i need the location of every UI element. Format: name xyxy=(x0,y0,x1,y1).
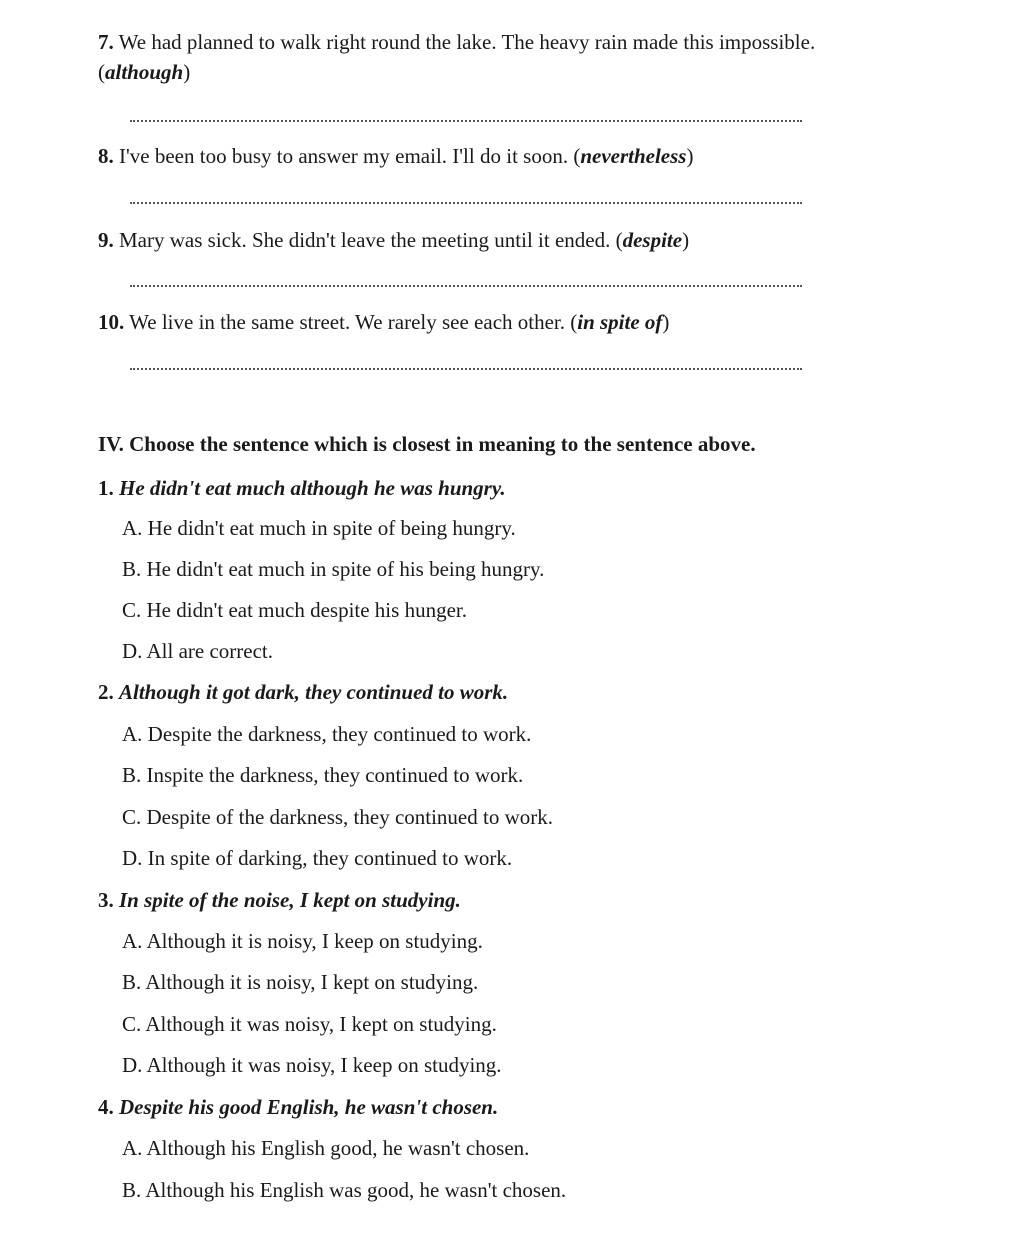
question-3-option-b[interactable]: B. Although it is noisy, I kept on studying. xyxy=(122,970,479,994)
hint-close-paren: ) xyxy=(682,228,690,252)
item-text: We live in the same street. We rarely see each other. xyxy=(129,310,565,334)
hint-close-paren: ) xyxy=(662,310,670,334)
question-1-option-d[interactable]: D. All are correct. xyxy=(122,639,274,663)
question-text: Although it got dark, they continued to work. xyxy=(119,680,509,704)
question-2-option-a[interactable]: A. Despite the darkness, they continued to work. xyxy=(122,722,532,746)
answer-line-9[interactable] xyxy=(130,285,802,287)
hint-close-paren: ) xyxy=(183,60,191,84)
question-2-option-d[interactable]: D. In spite of darking, they continued to work. xyxy=(122,846,513,870)
rewrite-item-10 xyxy=(98,308,669,336)
question-4-option-a[interactable]: A. Although his English good, he wasn't chosen. xyxy=(122,1136,530,1160)
item-number: 10. xyxy=(98,310,125,334)
question-1-option-a[interactable]: A. He didn't eat much in spite of being hungry. xyxy=(122,516,516,540)
question-1-option-c[interactable]: C. He didn't eat much despite his hunger. xyxy=(122,598,467,622)
rewrite-item-9 xyxy=(98,226,689,254)
hint-open-paren: ( xyxy=(615,228,623,252)
question-2-option-c[interactable]: C. Despite of the darkness, they continued to work. xyxy=(122,805,553,829)
question-number: 2. xyxy=(98,680,114,704)
hint-close-paren: ) xyxy=(686,144,694,168)
hint-word: in spite of xyxy=(577,310,663,334)
hint-word: nevertheless xyxy=(580,144,687,168)
question-1-stem xyxy=(98,474,506,502)
hint-word: although xyxy=(105,60,184,84)
question-2-stem xyxy=(98,678,508,706)
item-text: Mary was sick. She didn't leave the meeting until it ended. xyxy=(119,228,611,252)
hint-open-paren: ( xyxy=(98,60,105,84)
question-2-option-b[interactable]: B. Inspite the darkness, they continued to work. xyxy=(122,763,524,787)
question-3-option-c[interactable]: C. Although it was noisy, I kept on studying. xyxy=(122,1012,497,1036)
question-3-stem xyxy=(98,886,461,914)
question-4-option-b[interactable]: B. Although his English was good, he wasn't chosen. xyxy=(122,1178,567,1202)
question-3-option-d[interactable]: D. Although it was noisy, I keep on studying. xyxy=(122,1053,502,1077)
item-7-hint xyxy=(98,58,190,86)
hint-open-paren: ( xyxy=(573,144,581,168)
section-heading: IV. Choose the sentence which is closest in meaning to the sentence above. xyxy=(98,432,756,456)
item-text: We had planned to walk right round the lake. The heavy rain made this impossible. xyxy=(118,30,816,54)
question-number: 3. xyxy=(98,888,114,912)
question-4-stem xyxy=(98,1093,498,1121)
answer-line-10[interactable] xyxy=(130,368,802,370)
hint-open-paren: ( xyxy=(570,310,578,334)
answer-line-7[interactable] xyxy=(130,120,802,122)
rewrite-item-8 xyxy=(98,142,693,170)
question-3-option-a[interactable]: A. Although it is noisy, I keep on studying. xyxy=(122,929,483,953)
answer-line-8[interactable] xyxy=(130,202,802,204)
item-number: 7. xyxy=(98,30,114,54)
hint-word: despite xyxy=(622,228,683,252)
question-number: 4. xyxy=(98,1095,114,1119)
question-text: Despite his good English, he wasn't chosen. xyxy=(119,1095,499,1119)
question-text: In spite of the noise, I kept on studying. xyxy=(119,888,461,912)
rewrite-item-7 xyxy=(98,28,815,56)
question-text: He didn't eat much although he was hungry. xyxy=(119,476,506,500)
question-number: 1. xyxy=(98,476,114,500)
item-number: 8. xyxy=(98,144,114,168)
item-number: 9. xyxy=(98,228,114,252)
question-1-option-b[interactable]: B. He didn't eat much in spite of his being hungry. xyxy=(122,557,545,581)
item-text: I've been too busy to answer my email. I'll do it soon. xyxy=(119,144,569,168)
